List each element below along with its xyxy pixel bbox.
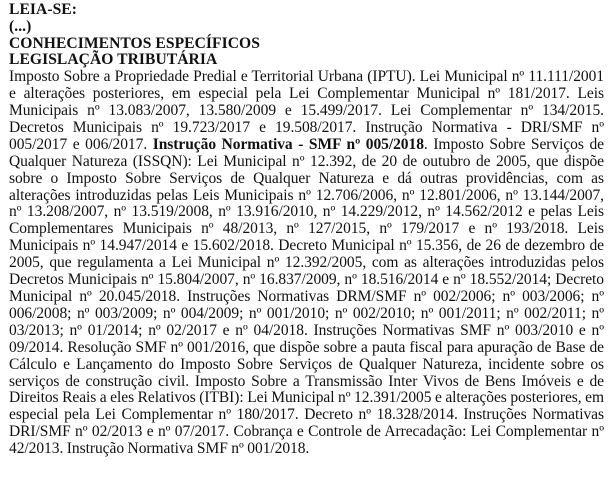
leia-se-heading: LEIA-SE: [9, 1, 77, 18]
section-title: CONHECIMENTOS ESPECÍFICOS [9, 34, 260, 52]
paragraph-part-2: . Imposto Sobre Serviços de Qualquer Natureza (ISSQN): Lei Municipal nº 12.392, de 20 de outubro de 2005, que dispõe sobre o Imposto Sobre Serviços de Qualquer Natureza e dá outras providências, com as alterações introduzidas pelas Leis Municipais nº 12.706/2006, nº 12.801/2006, nº 13.144/2007, nº 13.208/2007, nº 13.519/2008, nº 13.916/2010, nº 14.229/2012, nº 14.562/2012 e pelas Leis Complementares Municipais nº 48/2013, nº 127/2015, nº 179/2017 e nº 193/2018. Leis Municipais nº 14.947/2014 e 15.602/2018. Decreto Municipal nº 15.356, de 26 de dezembro de 2005, que regulamenta a Lei Municipal nº 12.392/2005, com as alterações introduzidas pelos Decretos Municipais nº 15.804/2007, nº 16.837/2009, nº 18.516/2014 e nº 18.552/2014; Decreto Municipal nº 20.045/2018. Instruções Normativas DRM/SMF nº 002/2006; nº 003/2006; nº 006/2008; nº 003/2009; nº 004/2009; nº 001/2010; nº 002/2010; nº 001/2011; nº 002/2011; nº 03/2013; nº 01/2014; nº 02/2017 e nº 04/2018. Instruções Normativas SMF nº 003/2010 e nº 09/2014. Resolução SMF nº 001/2016, que dispõe sobre a pauta fiscal para apuração de Base de Cálculo e Lançamento do Imposto Sobre Serviços de Qualquer Natureza, incidente sobre os serviços de construção civil. Imposto Sobre a Transmissão Inter Vivos de Bens Imóveis e de Direitos Reais a eles Relativos (ITBI): Lei Municipal nº 12.391/2005 e alterações posteriores, em especial pela Lei Complementar nº 180/2017. Decreto nº 18.328/2014. Instruções Normativas DRI/SMF nº 02/2013 e nº 07/2017. Cobrança e Controle de Arrecadação: Lei Complementar nº 42/2013. Instrução Normativa SMF nº 001/2018. [9, 135, 604, 458]
legislation-paragraph [9, 69, 604, 458]
subsection-title: LEGISLAÇÃO TRIBUTÁRIA [9, 51, 218, 69]
ellipsis-marker: (...) [9, 17, 32, 35]
paragraph-part-1: Imposto Sobre a Propriedade Predial e Territorial Urbana (IPTU). Lei Municipal nº 11.111/2001 e alterações posteriores, em especial pela Lei Complementar Municipal nº 181/2017. Leis Municipais nº 13.083/2007, 13.580/2009 e 15.499/2017. Lei Complementar nº 134/2015. Decretos Municipais nº 19.723/2017 e 19.508/2017. Instrução Normativa - DRI/SMF nº 005/2017 e 006/2017. [9, 68, 604, 153]
bold-instruction-reference: Instrução Normativa - SMF nº 005/2018 [152, 135, 424, 153]
